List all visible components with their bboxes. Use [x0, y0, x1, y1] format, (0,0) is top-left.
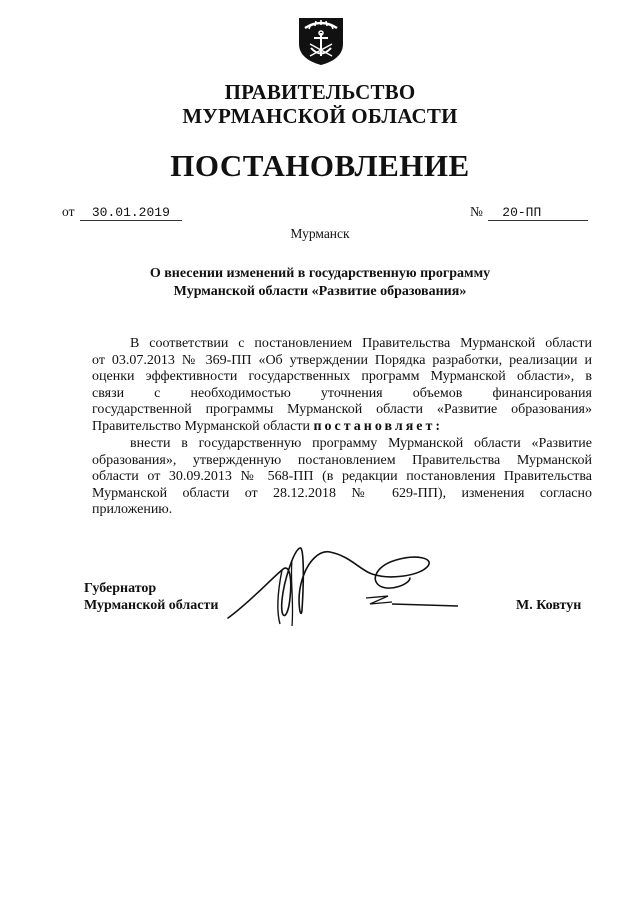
resolves-word: постановляет:	[313, 418, 444, 434]
handwritten-signature	[220, 540, 470, 630]
coat-of-arms-icon	[296, 14, 346, 66]
body-line	[92, 419, 592, 436]
date-line	[62, 204, 182, 221]
title-line1: О внесении изменений в государственную программу	[149, 266, 491, 281]
body-line: государственной программы Мурманской области «Развитие образования»	[92, 402, 592, 417]
city: Мурманск	[290, 226, 350, 241]
number-prefix: №	[470, 204, 483, 219]
body-line: приложению.	[92, 502, 173, 517]
signatory-position	[84, 580, 218, 614]
body-line-text: Правительство Мурманской области	[92, 418, 310, 434]
document-date: 30.01.2019	[80, 205, 182, 221]
signatory-name: М. Ковтун	[516, 598, 582, 613]
body-line: от 03.07.2013 № 369-ПП «Об утверждении Порядка разработки, реализации и	[92, 352, 592, 368]
org-name-line1: ПРАВИТЕЛЬСТВО	[224, 80, 416, 104]
document-number: 20-ПП	[488, 205, 588, 221]
body-line: связи с необходимостью уточнения объемов финансирования	[92, 385, 592, 401]
body-line: В соответствии с постановлением Правительства Мурманской области	[130, 336, 592, 351]
body-line: области от 30.09.2013 № 568-ПП (в редакции постановления Правительства	[92, 469, 592, 484]
date-prefix: от	[62, 204, 75, 219]
position-line1: Губернатор	[84, 581, 157, 596]
number-line	[470, 204, 588, 221]
body-line: Мурманской области от 28.12.2018 № 629-ПП), изменения согласно	[92, 485, 592, 501]
body-paragraph-1	[92, 336, 592, 435]
body-line: образования», утвержденную постановлением Правительства Мурманской	[92, 452, 592, 468]
body-paragraph-2	[92, 436, 592, 519]
document-title	[0, 265, 640, 301]
position-line2: Мурманской области	[84, 598, 219, 613]
document-type: ПОСТАНОВЛЕНИЕ	[170, 148, 470, 183]
title-line2: Мурманской области «Развитие образования»	[173, 284, 467, 299]
body-line: внести в государственную программу Мурманской области «Развитие	[130, 436, 592, 451]
body-line: оценки эффективности государственных программ Мурманской области», в	[92, 369, 592, 384]
org-name-line2: МУРМАНСКОЙ ОБЛАСТИ	[182, 104, 458, 128]
